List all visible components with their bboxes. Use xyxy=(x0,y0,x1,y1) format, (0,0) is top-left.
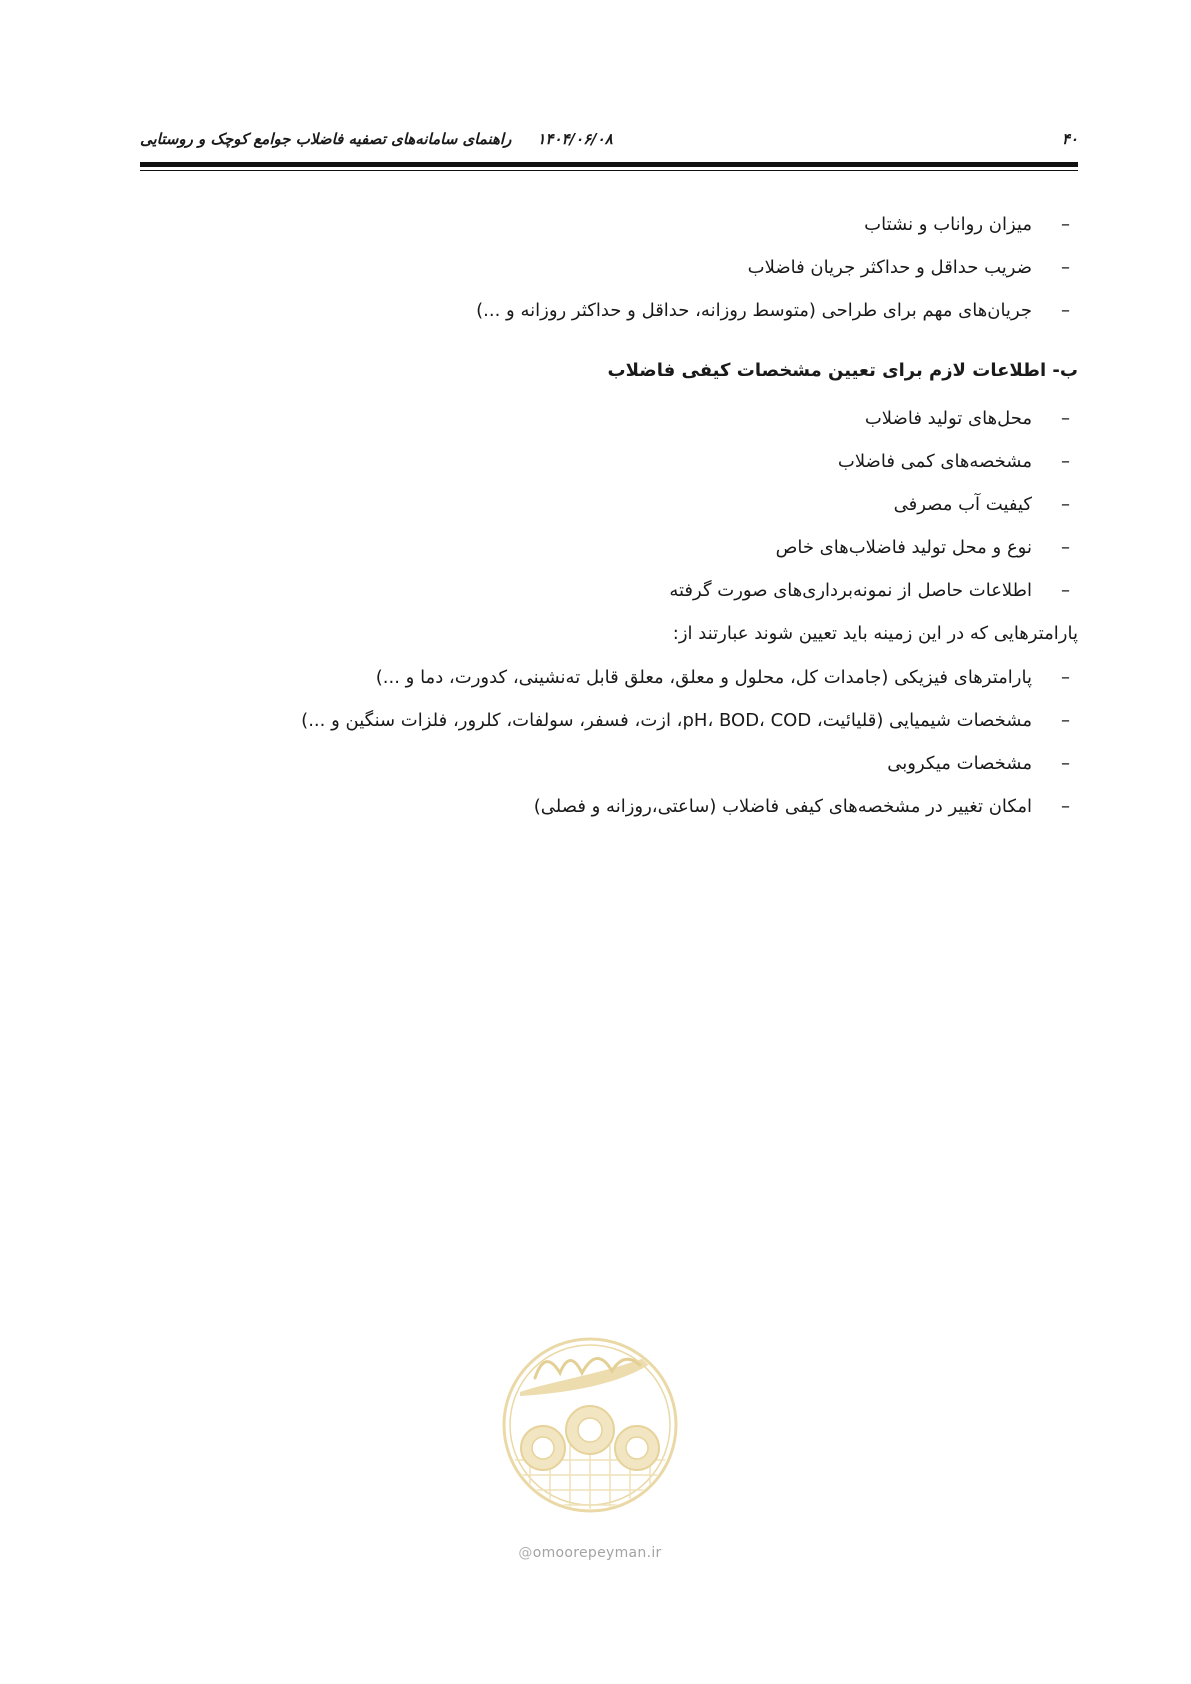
list-item-text: جریان‌های مهم برای طراحی (متوسط روزانه، حداقل و حداکثر روزانه و ...) xyxy=(476,300,1032,321)
list-item xyxy=(140,490,1078,520)
list-item xyxy=(140,447,1078,477)
list-item xyxy=(140,210,1078,240)
header-date: ۱۴۰۴/۰۶/۰۸ xyxy=(537,130,613,148)
bullet-dash: – xyxy=(1061,537,1070,558)
flow-list xyxy=(140,210,1078,326)
bullet-dash: – xyxy=(1061,214,1070,235)
watermark-url xyxy=(510,1545,670,1561)
header-title: راهنمای سامانه‌های تصفیه فاضلاب جوامع کوچک و روستایی xyxy=(140,130,512,148)
bullet-dash: – xyxy=(1061,494,1070,515)
list-item-text: پارامترهای فیزیکی (جامدات کل، محلول و معلق، معلق قابل ته‌نشینی، کدورت، دما و ...) xyxy=(375,667,1032,688)
list-item-text: اطلاعات حاصل از نمونه‌برداری‌های صورت گرفته xyxy=(669,580,1032,601)
list-item xyxy=(140,533,1078,563)
watermark-url-text: omoorepeyman.ir xyxy=(532,1545,662,1561)
watermark-logo xyxy=(495,1330,685,1540)
list-item xyxy=(140,663,1078,693)
page-content xyxy=(140,210,1078,835)
list-item xyxy=(140,253,1078,283)
list-item-text: محل‌های تولید فاضلاب xyxy=(864,408,1032,429)
section-heading: ب- اطلاعات لازم برای تعیین مشخصات کیفی فاضلاب xyxy=(607,360,1078,381)
quality-info-list xyxy=(140,404,1078,606)
page-header xyxy=(140,130,1078,152)
running-title xyxy=(140,130,613,148)
bullet-dash: – xyxy=(1061,667,1070,688)
bullet-dash: – xyxy=(1061,580,1070,601)
bullet-dash: – xyxy=(1061,408,1070,429)
bullet-dash: – xyxy=(1061,710,1070,731)
at-icon: @ xyxy=(518,1545,533,1561)
list-item-text: مشخصات میکروبی xyxy=(887,753,1032,774)
bullet-dash: – xyxy=(1061,300,1070,321)
bullet-dash: – xyxy=(1061,796,1070,817)
list-item-text: کیفیت آب مصرفی xyxy=(893,494,1032,515)
list-item xyxy=(140,706,1078,736)
list-item xyxy=(140,749,1078,779)
list-item-text: نوع و محل تولید فاضلاب‌های خاص xyxy=(775,537,1032,558)
parameters-intro: پارامترهایی که در این زمینه باید تعیین شوند عبارتند از: xyxy=(672,623,1078,644)
list-item xyxy=(140,792,1078,822)
list-item-text: مشخصات شیمیایی (قلیائیت، pH، BOD، COD، ازت، فسفر، سولفات، کلرور، فلزات سنگین و ...) xyxy=(301,710,1032,731)
bullet-dash: – xyxy=(1061,257,1070,278)
list-item xyxy=(140,404,1078,434)
list-item xyxy=(140,576,1078,606)
page-number: ۴۰ xyxy=(1061,130,1078,148)
bullet-dash: – xyxy=(1061,753,1070,774)
list-item-text: امکان تغییر در مشخصه‌های کیفی فاضلاب (ساعتی،روزانه و فصلی) xyxy=(533,796,1032,817)
header-rule-thin xyxy=(140,170,1078,171)
list-item-text: مشخصه‌های کمی فاضلاب xyxy=(837,451,1032,472)
list-item-text: ضریب حداقل و حداکثر جریان فاضلاب xyxy=(747,257,1032,278)
header-rule-thick xyxy=(140,162,1078,167)
list-item xyxy=(140,296,1078,326)
list-item-text: میزان رواناب و نشتاب xyxy=(864,214,1032,235)
bullet-dash: – xyxy=(1061,451,1070,472)
parameters-list xyxy=(140,663,1078,822)
